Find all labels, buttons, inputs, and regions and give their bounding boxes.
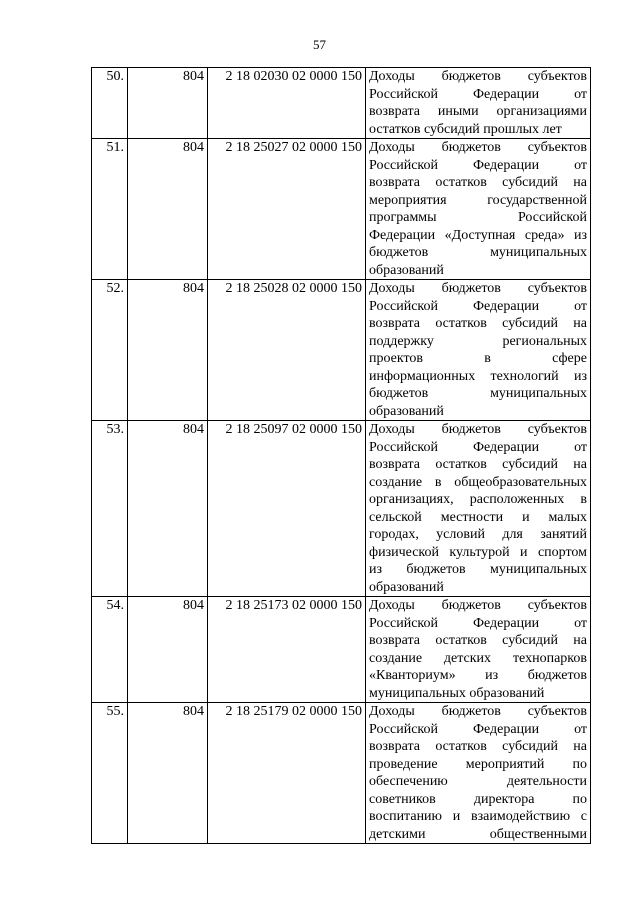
row-number-cell: 50. — [92, 68, 128, 139]
description-line: Российской Федерации от — [369, 298, 587, 314]
description-line: бюджетов муниципальных — [369, 386, 587, 401]
description-line: «Кванториум» из бюджетов — [369, 668, 587, 683]
description-line: возврата остатков субсидий на — [369, 633, 587, 648]
table-body — [92, 68, 591, 844]
description-line: мероприятия государственной — [369, 192, 587, 208]
description-line: Доходы бюджетов субъектов — [369, 422, 587, 437]
budget-classification-code-cell: 2 18 25173 02 0000 150 — [208, 597, 366, 703]
description-line: Доходы бюджетов субъектов — [369, 140, 587, 155]
description-line: поддержку региональных — [369, 333, 587, 349]
administrator-code-cell: 804 — [128, 280, 208, 421]
administrator-code-cell: 804 — [128, 68, 208, 139]
budget-classification-code-cell: 2 18 25097 02 0000 150 — [208, 421, 366, 597]
description-line: бюджетов муниципальных — [369, 245, 587, 260]
description-line: информационных технологий из — [369, 368, 587, 384]
revenue-description-cell — [366, 139, 591, 280]
table-row — [92, 421, 591, 597]
revenue-description-cell — [366, 68, 591, 139]
budget-classification-code-cell: 2 18 25179 02 0000 150 — [208, 703, 366, 844]
revenue-description-cell — [366, 597, 591, 703]
description-line: создание в общеобразовательных — [369, 474, 587, 490]
row-number-cell: 54. — [92, 597, 128, 703]
table-row — [92, 597, 591, 703]
description-line: проектов в сфере — [369, 351, 587, 366]
description-line: Доходы бюджетов субъектов — [369, 704, 587, 719]
budget-classification-code-cell: 2 18 02030 02 0000 150 — [208, 68, 366, 139]
description-line: сельской местности и малых — [369, 509, 587, 525]
description-line: Доходы бюджетов субъектов — [369, 69, 587, 84]
table-row — [92, 68, 591, 139]
description-line: возврата остатков субсидий на — [369, 175, 587, 190]
description-line: возврата остатков субсидий на — [369, 739, 587, 754]
description-line: Российской Федерации от — [369, 86, 587, 102]
description-line: возврата иными организациями — [369, 104, 587, 119]
administrator-code-cell: 804 — [128, 139, 208, 280]
description-line: Российской Федерации от — [369, 439, 587, 455]
description-line: советников директора по — [369, 791, 587, 807]
description-line: организациях, расположенных в — [369, 492, 587, 507]
revenue-description-cell — [366, 280, 591, 421]
administrator-code-cell: 804 — [128, 703, 208, 844]
description-line: остатков субсидий прошлых лет — [369, 121, 562, 137]
description-line: физической культурой и спортом — [369, 544, 587, 560]
description-line: образований — [369, 579, 444, 595]
row-number-cell: 53. — [92, 421, 128, 597]
description-line: детскими общественными — [369, 826, 587, 842]
budget-revenue-table — [91, 67, 591, 844]
description-line: образований — [369, 262, 444, 278]
description-line: муниципальных образований — [369, 685, 545, 701]
description-line: городах, условий для занятий — [369, 527, 587, 542]
administrator-code-cell: 804 — [128, 597, 208, 703]
row-number-cell: 52. — [92, 280, 128, 421]
description-line: воспитанию и взаимодействию с — [369, 809, 587, 824]
page-number: 57 — [313, 37, 326, 52]
administrator-code-cell: 804 — [128, 421, 208, 597]
description-line: создание детских технопарков — [369, 650, 587, 666]
description-line: проведение мероприятий по — [369, 756, 587, 772]
budget-classification-code-cell: 2 18 25027 02 0000 150 — [208, 139, 366, 280]
description-line: образований — [369, 403, 444, 419]
description-line: программы Российской — [369, 210, 587, 225]
description-line: возврата остатков субсидий на — [369, 316, 587, 331]
table-row — [92, 280, 591, 421]
description-line: Доходы бюджетов субъектов — [369, 598, 587, 613]
description-line: возврата остатков субсидий на — [369, 457, 587, 472]
table-row — [92, 139, 591, 280]
description-line: Российской Федерации от — [369, 615, 587, 631]
description-line: обеспечению деятельности — [369, 774, 587, 789]
revenue-description-cell — [366, 703, 591, 844]
table-row — [92, 703, 591, 844]
description-line: Российской Федерации от — [369, 157, 587, 173]
description-line: Российской Федерации от — [369, 721, 587, 737]
budget-classification-code-cell: 2 18 25028 02 0000 150 — [208, 280, 366, 421]
description-line: Доходы бюджетов субъектов — [369, 281, 587, 296]
description-line: Федерации «Доступная среда» из — [369, 227, 587, 243]
row-number-cell: 51. — [92, 139, 128, 280]
row-number-cell: 55. — [92, 703, 128, 844]
revenue-description-cell — [366, 421, 591, 597]
description-line: из бюджетов муниципальных — [369, 562, 587, 577]
